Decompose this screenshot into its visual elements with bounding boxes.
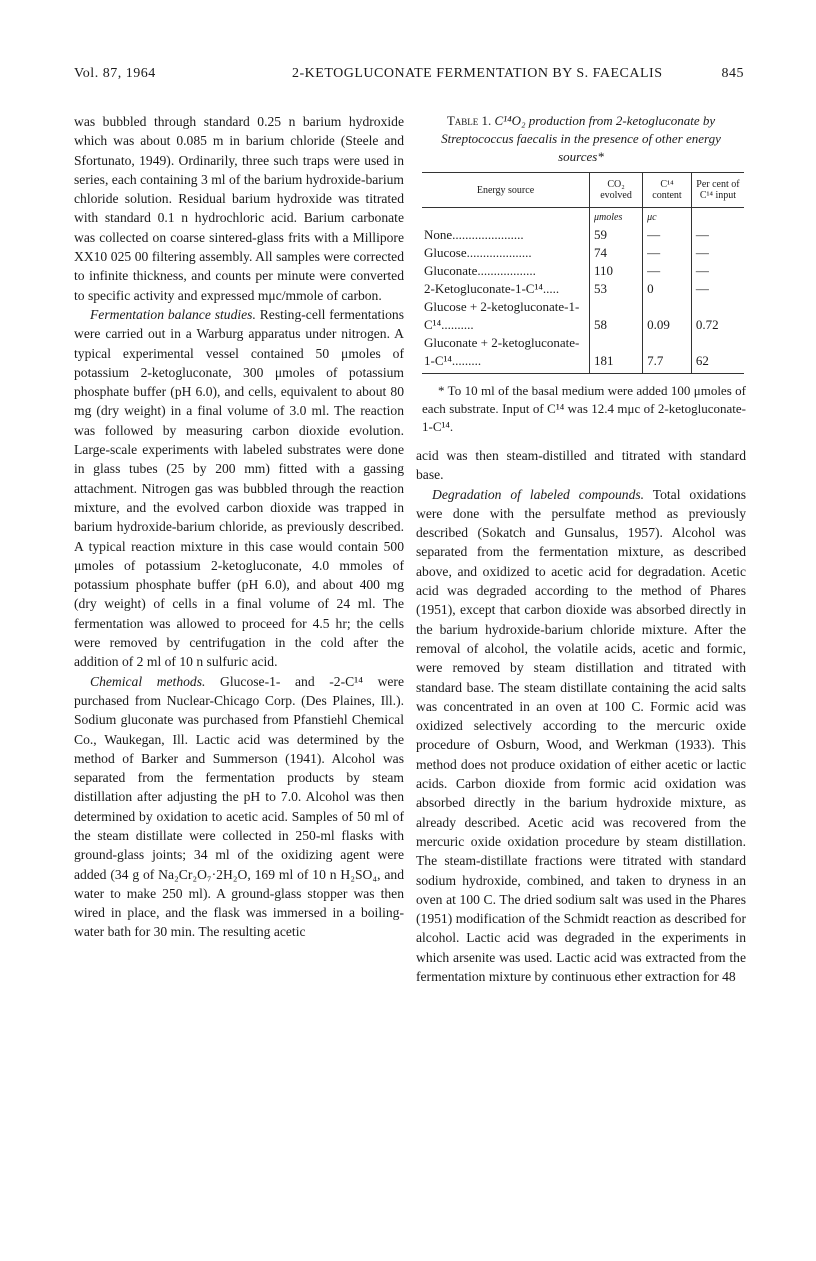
page-number: 845 (721, 66, 744, 81)
table-cell: 58 (590, 298, 643, 334)
table-cell: 0 (643, 280, 692, 298)
left-column (74, 112, 404, 942)
table-row (422, 280, 744, 298)
table-cell: 181 (590, 334, 643, 374)
volume-year: Vol. 87, 1964 (74, 66, 156, 81)
data-table (422, 172, 744, 374)
table-cell: 0.72 (691, 298, 744, 334)
table-cell: Gluconate.................. (424, 263, 536, 278)
table-row (422, 262, 744, 280)
table-cell: None...................... (424, 227, 524, 242)
column-header: Per cent of C¹⁴ input (691, 173, 744, 208)
table-row (422, 334, 744, 374)
table-cell: — (691, 262, 744, 280)
column-header: Energy source (422, 173, 590, 208)
table-row (422, 244, 744, 262)
table-cell: 0.09 (643, 298, 692, 334)
table-cell: — (691, 244, 744, 262)
table-cell: 7.7 (643, 334, 692, 374)
table-label: Table 1. (446, 113, 492, 128)
table-cell: — (643, 226, 692, 244)
table-title: C¹⁴O₂ production from 2-ketogluconate by Streptococcus faecalis in the presence of other energy sources* (441, 113, 721, 164)
section-heading: Fermentation balance studies. (90, 306, 256, 322)
table-cell: — (691, 280, 744, 298)
section-heading: Chemical methods. (90, 673, 206, 689)
table-cell: — (643, 262, 692, 280)
right-column (416, 112, 746, 986)
table-cell: μmoles (590, 208, 643, 227)
table-cell: Gluconate + 2-ketogluconate-1-C¹⁴......... (422, 334, 590, 374)
section-heading: Degradation of labeled compounds. (432, 486, 645, 502)
table-cell: — (643, 244, 692, 262)
table-cell: — (691, 226, 744, 244)
paragraph (74, 672, 404, 942)
table-footnote: * To 10 ml of the basal medium were added 100 μmoles of each substrate. Input of C¹⁴ was 12.4 mμc of 2-ketogluconate-1-C¹⁴. (422, 383, 746, 434)
table-cell: Glucose.................... (424, 245, 532, 260)
table-cell: 110 (590, 262, 643, 280)
paragraph: acid was then steam-distilled and titrated with standard base. (416, 448, 746, 483)
table-cell (691, 208, 744, 227)
table-cell: 53 (590, 280, 643, 298)
running-title: 2-KETOGLUCONATE FERMENTATION BY S. FAECALIS (292, 66, 663, 81)
table-cell: 59 (590, 226, 643, 244)
paragraph (416, 485, 746, 987)
column-header: C¹⁴ content (643, 173, 692, 208)
table-header-row (422, 173, 744, 208)
paragraph-text: Total oxidations were done with the persulfate method as previously described (Sokatch and Gunsalus, 1957). Alcohol was separated from the fermentation mixture, as described above, and oxidized to acetic acid for degradation. Acetic acid was degraded according to the method of Phares (1951), except that carbon dioxide was absorbed directly in the barium hydroxide-barium chloride mixture. After the removal of alcohol, the volatile acids, acetic and formic, were removed by steam distillation and titrated with standard base. The steam distillate containing the acid salts was concentrated in an oven at 100 C. Formic acid was oxidized selectively according to the mercuric oxide procedure of Osburn, Wood, and Werkman (1933). This method does not produce oxidation of either acetic or lactic acids. Carbon dioxide from formic acid oxidation was absorbed directly in the barium hydroxide mixture, as already described. Acetic acid was recovered from the mercuric oxide oxidation procedure by steam distillation. The steam-distillate fractions were titrated with standard sodium hydroxide, combined, and taken to dryness in an oven at 100 C. The dried sodium salt was used in the Phares (1951) modification of the Schmidt reaction as described for alcohol. Lactic acid was degraded in the experiments in which arsenite was used. Lactic acid was extracted from the fermentation mixture by continuous ether extraction for 48 (416, 486, 746, 985)
table-cell: 2-Ketogluconate-1-C¹⁴..... (424, 281, 560, 296)
paragraph-text: Glucose-1- and -2-C¹⁴ were purchased from Nuclear-Chicago Corp. (Des Plaines, Ill.). Sodium gluconate was purchased from Pfanstiehl Chemical Co., Waukegan, Ill. Lactic acid was determined by the method of Barker and Summerson (1941). Alcohol was separated from the fermentation products by steam distillation after adjusting the pH to 7.0. Alcohol was then determined by oxidation to acetic acid. Samples of 50 ml of the steam distillate were collected in 250-ml flasks with ground-glass joints; 34 ml of the oxidizing agent were added (34 g of Na₂Cr₂O₇·2H₂O, 169 ml of 10 n H₂SO₄, and water to make 250 ml). A ground-glass stopper was then wired in place, and the flask was immersed in a boiling-water bath for 30 min. The resulting acetic (74, 673, 404, 940)
table-caption (422, 112, 740, 166)
paragraph: was bubbled through standard 0.25 n barium hydroxide which was about 0.085 m in barium chloride (Steele and Sfortunato, 1949). Ordinarily, three such traps were used in series, each containing 3 ml of the barium hydroxide-barium chloride solution. Residual barium hydroxide was titrated with standard 0.1 n hydrochloric acid. Barium carbonate was collected on coarse sintered-glass frits with a Millipore XX10 025 00 filtering assembly. All samples were corrected to infinite thickness, and counts per minute were converted to specific activity and expressed mμc/mmole of carbon. (74, 114, 404, 303)
paragraph (74, 305, 404, 672)
table-cell: 74 (590, 244, 643, 262)
table-cell (422, 208, 590, 227)
column-header: CO₂ evolved (590, 173, 643, 208)
table-cell: μc (643, 208, 692, 227)
paragraph-text: Resting-cell fermentations were carried out in a Warburg apparatus under nitrogen. A typical experimental vessel contained 50 μmoles of potassium 2-ketogluconate, 300 μmoles of potassium phosphate buffer (pH 6.0), and cells, equivalent to about 80 mg (dry weight) in a final volume of 3.0 ml. The reaction was followed by measuring carbon dioxide evolution. Large-scale experiments with labeled substrates were done in glass tubes (25 by 200 mm) fitted with a gassing attachment. Nitrogen gas was bubbled through the reaction mixture, and the evolved carbon dioxide was trapped in barium hydroxide-barium chloride, as previously described. A typical reaction mixture in this case would contain 500 μmoles of potassium 2-ketogluconate, 4.0 mmoles of potassium phosphate buffer (pH 6.0), and about 400 mg (dry weight) of cells in a final volume of 24 ml. The fermentation was allowed to proceed for 4.5 hr; the cells were removed by centrifugation in the cold after the addition of 2 ml of 10 n sulfuric acid. (74, 306, 404, 670)
running-header (74, 66, 744, 88)
table-cell: 62 (691, 334, 744, 374)
table-row (422, 298, 744, 334)
units-row (422, 208, 744, 227)
table-row (422, 226, 744, 244)
table-cell: Glucose + 2-ketogluconate-1-C¹⁴.......... (424, 299, 580, 332)
